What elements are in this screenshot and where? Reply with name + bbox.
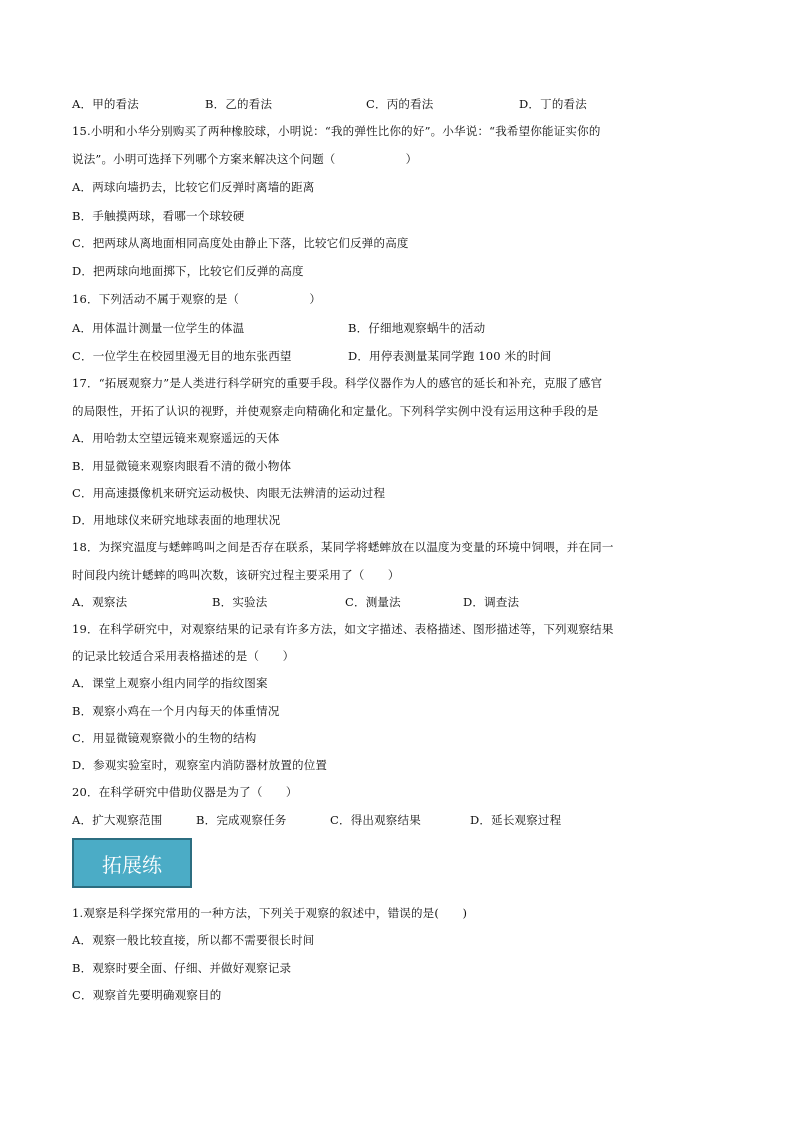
q17-option-a: A．用哈勃太空望远镜来观察遥远的天体 [72, 431, 280, 445]
q15-option-c: C．把两球从离地面相同高度处由静止下落，比较它们反弹的高度 [72, 236, 409, 250]
q17-option-b: B．用显微镜来观察肉眼看不清的微小物体 [72, 459, 292, 473]
q18-option-c: C．测量法 [345, 595, 401, 609]
q14-option-d: D．丁的看法 [519, 97, 587, 111]
q15-stem-line1: 15.小明和小华分别购买了两种橡胶球，小明说：“我的弹性比你的好”。小华说：“我希望你能证实你的 [72, 124, 601, 138]
ext1-stem: 1.观察是科学探究常用的一种方法，下列关于观察的叙述中，错误的是( ) [72, 906, 468, 920]
q17-option-d: D．用地球仪来研究地球表面的地理状况 [72, 513, 281, 527]
q17-stem-line1: 17．“拓展观察力”是人类进行科学研究的重要手段。科学仪器作为人的感官的延长和补充，克服了感官 [72, 376, 603, 390]
ext1-option-a: A．观察一般比较直接，所以都不需要很长时间 [72, 933, 315, 947]
q16-option-c: C．一位学生在校园里漫无目的地东张西望 [72, 349, 292, 363]
q18-stem-line2: 时间段内统计蟋蟀的鸣叫次数，该研究过程主要采用了（ ） [72, 568, 400, 582]
q18-option-b: B．实验法 [212, 595, 268, 609]
q15-option-d: D．把两球向地面掷下，比较它们反弹的高度 [72, 264, 304, 278]
q18-option-a: A．观察法 [72, 595, 128, 609]
q14-option-c: C．丙的看法 [366, 97, 434, 111]
q18-option-d: D．调查法 [463, 595, 520, 609]
ext1-option-b: B．观察时要全面、仔细、并做好观察记录 [72, 961, 292, 975]
q20-option-a: A．扩大观察范围 [72, 813, 163, 827]
ext1-option-c: C．观察首先要明确观察目的 [72, 988, 222, 1002]
q17-option-c: C．用高速摄像机来研究运动极快、肉眼无法辨清的运动过程 [72, 486, 386, 500]
q19-option-d: D．参观实验室时，观察室内消防器材放置的位置 [72, 758, 328, 772]
q15-option-b: B．手触摸两球，看哪一个球较硬 [72, 209, 245, 223]
q16-option-a: A．用体温计测量一位学生的体温 [72, 321, 245, 335]
q20-stem: 20．在科学研究中借助仪器是为了（ ） [72, 785, 298, 799]
q15-option-a: A．两球向墙扔去，比较它们反弹时离墙的距离 [72, 180, 315, 194]
q19-stem-line2: 的记录比较适合采用表格描述的是（ ） [72, 649, 295, 663]
q14-option-a: A．甲的看法 [72, 97, 140, 111]
q16-option-b: B．仔细地观察蜗牛的活动 [348, 321, 486, 335]
q14-option-b: B．乙的看法 [205, 97, 273, 111]
q19-option-c: C．用显微镜观察微小的生物的结构 [72, 731, 257, 745]
q20-option-c: C．得出观察结果 [330, 813, 421, 827]
q19-stem-line1: 19．在科学研究中，对观察结果的记录有许多方法，如文字描述、表格描述、图形描述等，下列观察结果 [72, 622, 614, 636]
q19-option-a: A．课堂上观察小组内同学的指纹图案 [72, 676, 268, 690]
q15-stem-line2: 说法”。小明可选择下列哪个方案来解决这个问题（ ） [72, 152, 418, 166]
q20-option-b: B．完成观察任务 [196, 813, 287, 827]
q16-option-d: D．用停表测量某同学跑 100 米的时间 [348, 349, 552, 363]
section-title: 拓展练 [102, 852, 162, 877]
section-badge-extension [72, 838, 192, 888]
q17-stem-line2: 的局限性，开拓了认识的视野，并使观察走向精确化和定量化。下列科学实例中没有运用这种手段的是 [72, 404, 599, 418]
q16-stem: 16．下列活动不属于观察的是（ ） [72, 292, 322, 306]
q18-stem-line1: 18．为探究温度与蟋蟀鸣叫之间是否存在联系，某同学将蟋蟀放在以温度为变量的环境中饲喂，并在同一 [72, 540, 614, 554]
q19-option-b: B．观察小鸡在一个月内每天的体重情况 [72, 704, 280, 718]
q20-option-d: D．延长观察过程 [470, 813, 562, 827]
